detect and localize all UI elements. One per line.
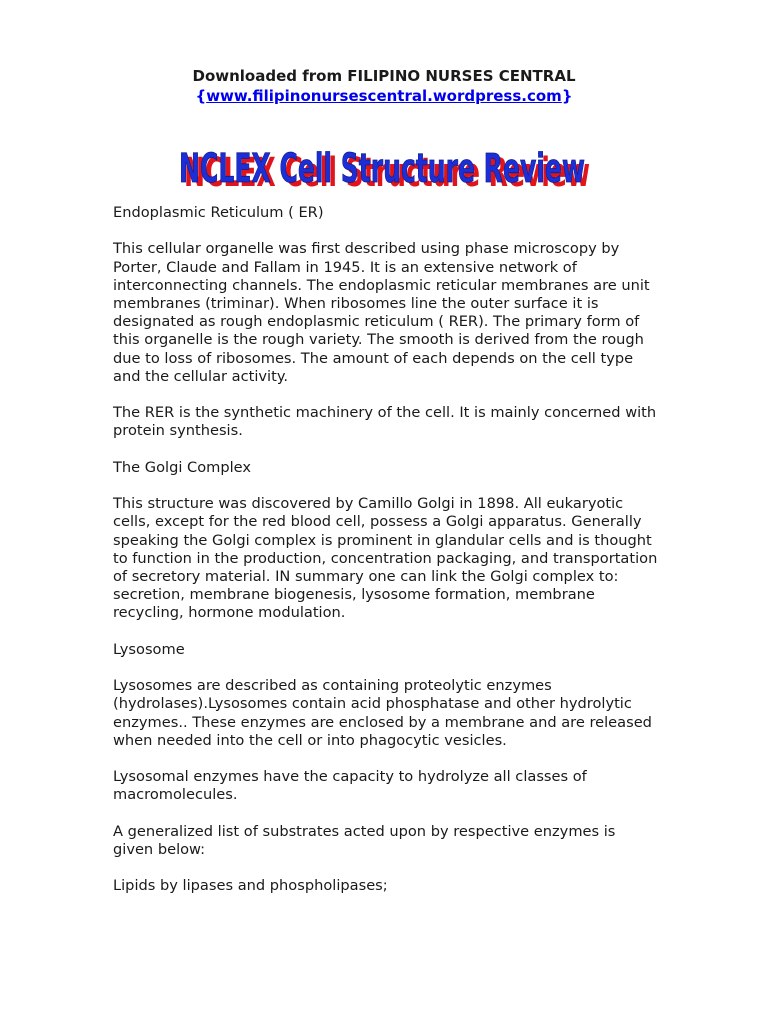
source-url-line xyxy=(0,86,768,106)
url-open-brace: { xyxy=(195,87,207,105)
page-title: NCLEX Cell Structure Review xyxy=(179,146,585,192)
source-credit: Downloaded from FILIPINO NURSES CENTRAL xyxy=(192,67,576,85)
section-heading-er: Endoplasmic Reticulum ( ER) xyxy=(113,204,324,221)
source-url-link[interactable]: www.filipinonursescentral.wordpress.com xyxy=(206,87,562,105)
section-heading-golgi: The Golgi Complex xyxy=(113,458,252,476)
paragraph-lysosomal-enzymes: Lysosomal enzymes have the capacity to hydrolyze all classes of macromolecules. xyxy=(113,768,587,804)
wordart-title xyxy=(170,142,598,194)
paragraph-golgi-description: This structure was discovered by Camillo Golgi in 1898. All eukaryotic cells, except for the red blood cell, possess a Golgi apparatus. Generally speaking the Golgi complex is prominent in glandular cells and is thought to function in the production, concentration packaging, and transportation of secretory material. IN summary one can link the Golgi complex to: secretion, membrane biogenesis, lysosome formation, membrane recycling, hormone modulation. xyxy=(113,495,658,622)
paragraph-er-description: This cellular organelle was first described using phase microscopy by Porter, Claude and Fallam in 1945. It is an extensive network of interconnecting channels. The endoplasmic reticular membranes are unit membranes (triminar). When ribosomes line the outer surface it is designated as rough endoplasmic reticulum ( RER). The primary form of this organelle is the rough variety. The smooth is derived from the rough due to loss of ribosomes. The amount of each depends on the cell type and the cellular activity. xyxy=(113,240,650,385)
url-close-brace: } xyxy=(561,87,573,105)
paragraph-lysosome-description: Lysosomes are described as containing proteolytic enzymes (hydrolases).Lysosomes contain acid phosphatase and other hydrolytic enzymes.. These enzymes are enclosed by a membrane and are released when needed into the cell or into phagocytic vesicles. xyxy=(113,677,652,749)
document-header xyxy=(0,66,768,106)
title-shadow: NCLEX Cell Structure Review xyxy=(184,150,590,194)
paragraph-lipids: Lipids by lipases and phospholipases; xyxy=(113,877,388,895)
paragraph-substrates-intro: A generalized list of substrates acted upon by respective enzymes is given below: xyxy=(113,822,616,858)
section-heading-lysosome: Lysosome xyxy=(113,640,185,658)
document-body xyxy=(113,204,658,914)
paragraph-rer-function: The RER is the synthetic machinery of the cell. It is mainly concerned with protein synthesis. xyxy=(113,404,657,440)
